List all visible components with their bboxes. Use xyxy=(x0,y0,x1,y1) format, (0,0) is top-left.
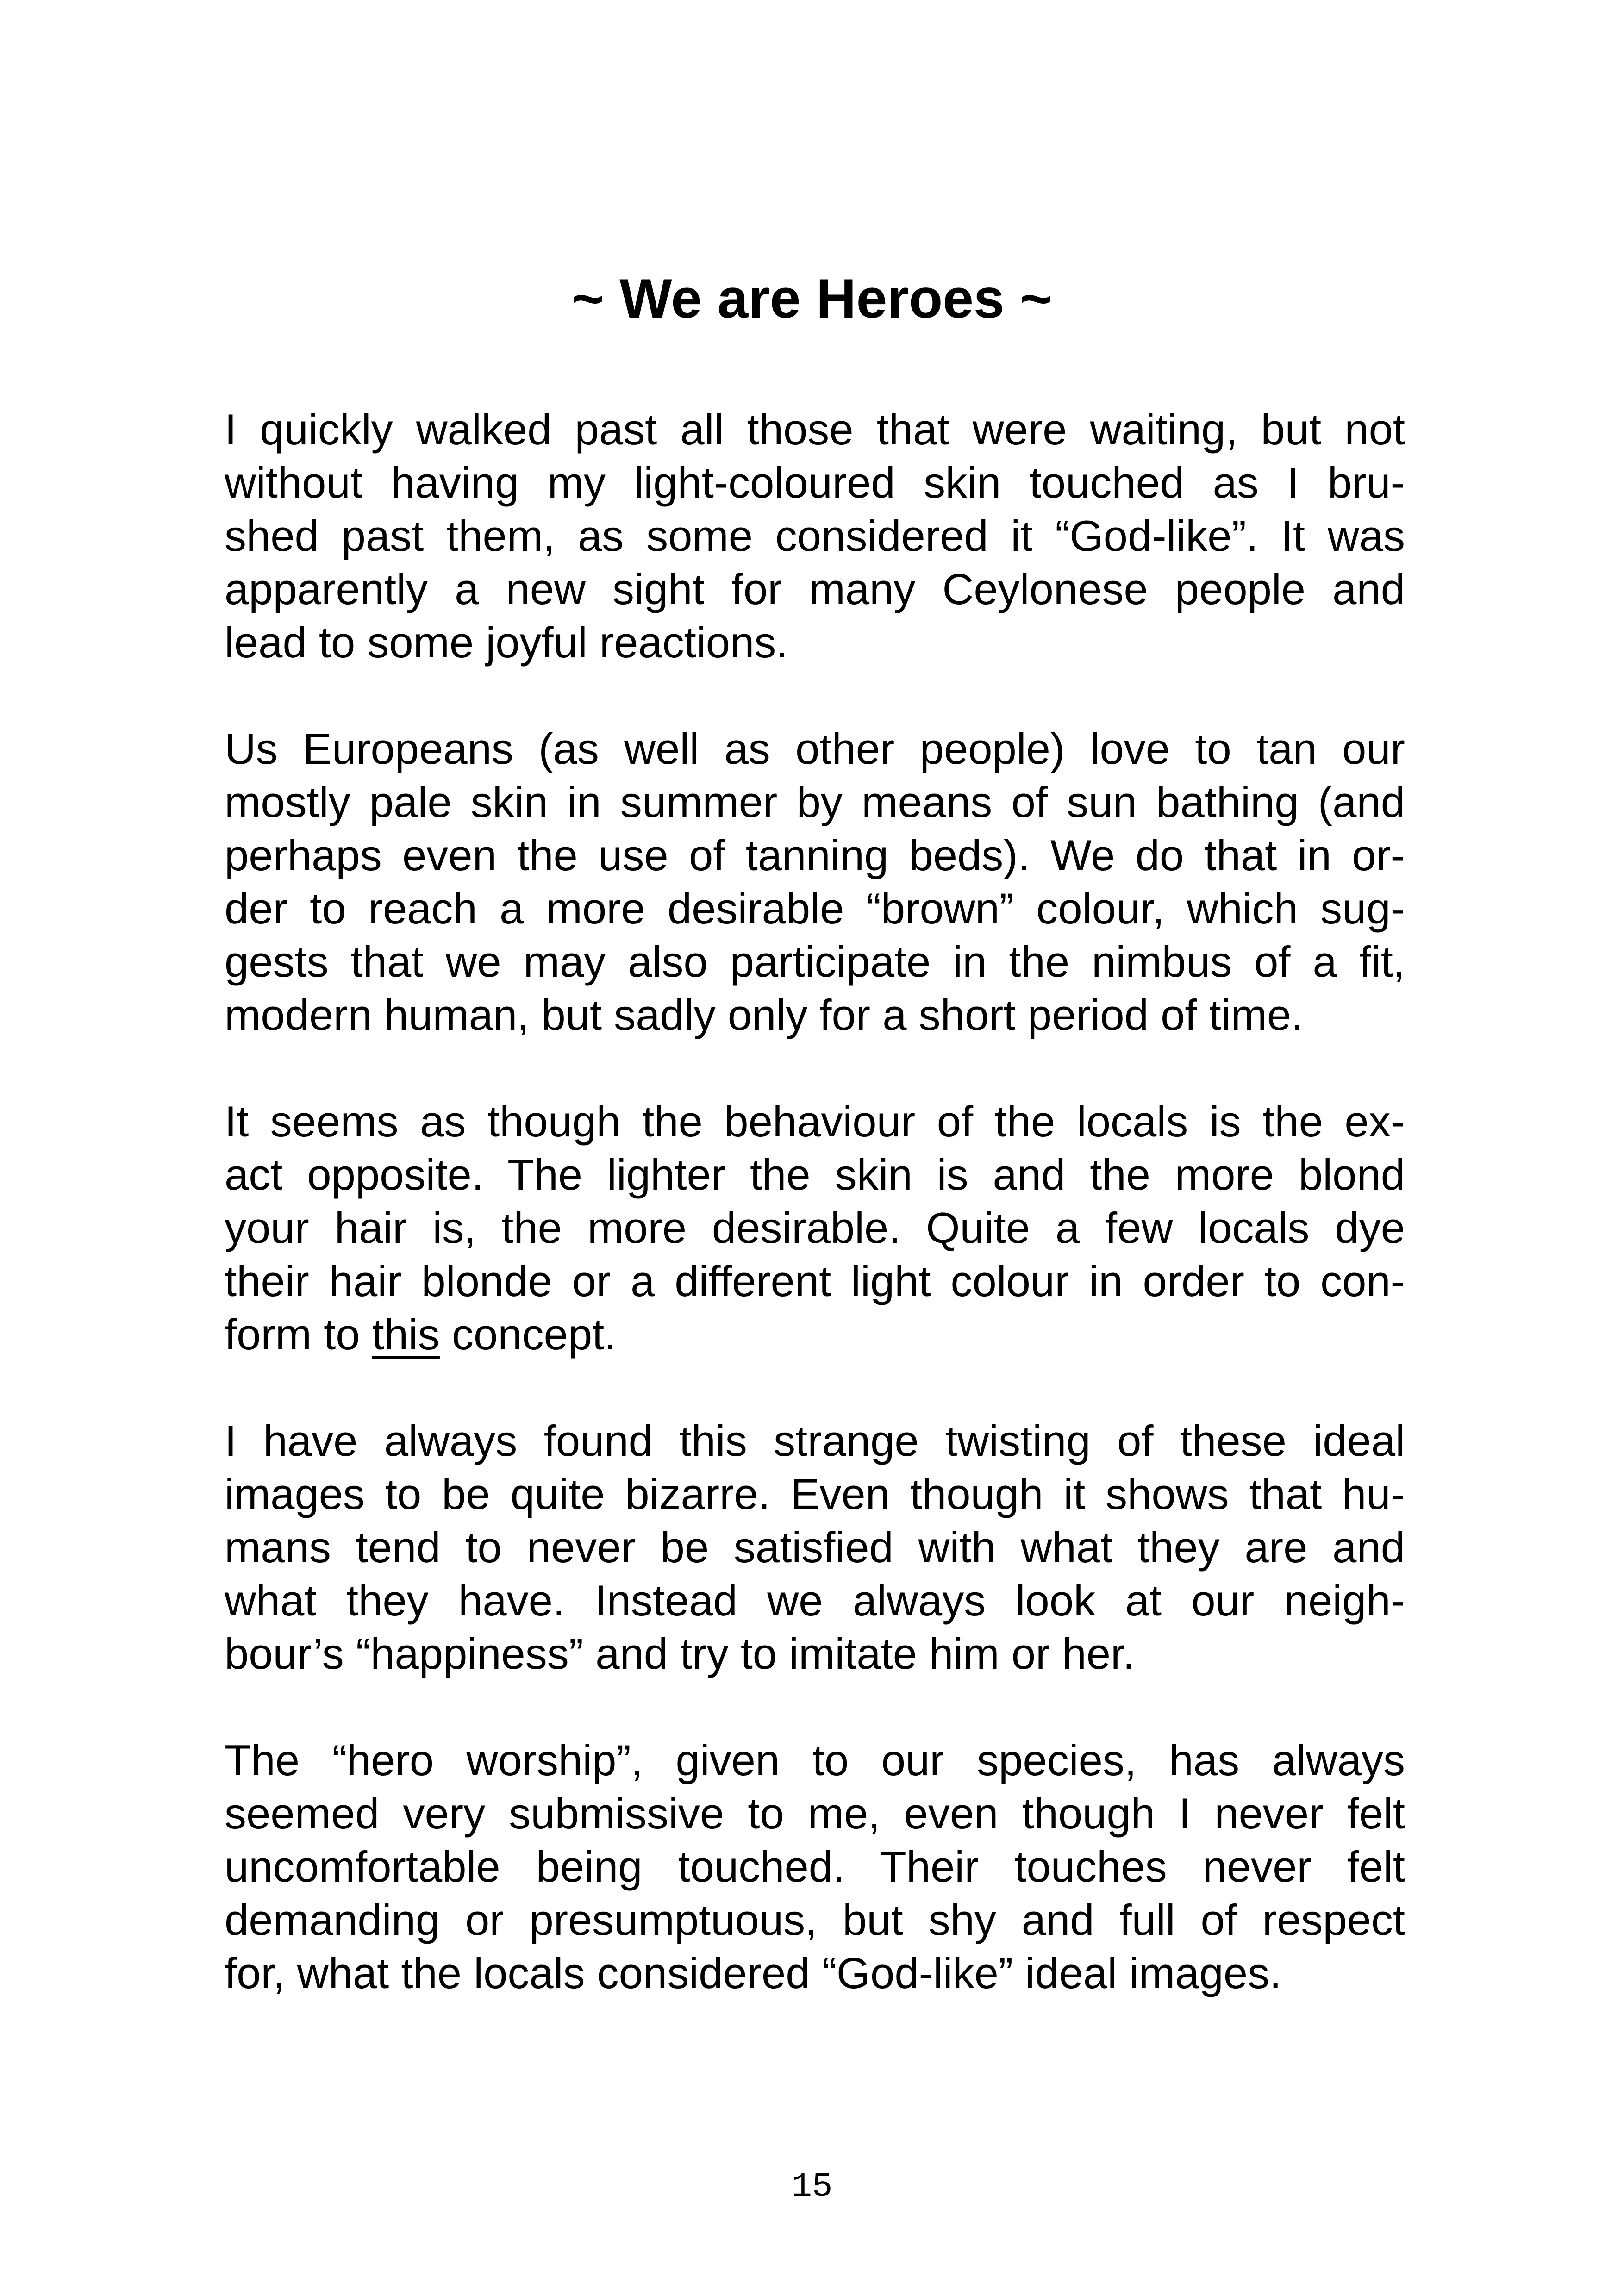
text-line: without having my light-coloured skin touched as I bru- xyxy=(225,458,1405,507)
text-line: gests that we may also participate in the nimbus of a fit, xyxy=(225,937,1405,986)
paragraph-2 xyxy=(225,722,1405,1041)
text-line xyxy=(225,1308,1405,1361)
text-line: seemed very submissive to me, even though I never felt xyxy=(225,1789,1405,1838)
chapter-title: ~ We are Heroes ~ xyxy=(571,268,1053,330)
text-line: apparently a new sight for many Ceylonese people and xyxy=(225,565,1405,613)
text-line: der to reach a more desirable “brown” colour, which sug- xyxy=(225,884,1405,933)
text-line: mostly pale skin in summer by means of sun bathing (and xyxy=(225,778,1405,826)
paragraph-1 xyxy=(225,403,1405,669)
paragraph-3 xyxy=(225,1095,1405,1361)
text-line: shed past them, as some considered it “God-like”. It was xyxy=(225,511,1405,560)
text-line: modern human, but sadly only for a short period of time. xyxy=(225,991,1304,1039)
text-line: demanding or presumptuous, but shy and full of respect xyxy=(225,1896,1405,1944)
text-fragment: form to xyxy=(225,1310,372,1359)
text-line: your hair is, the more desirable. Quite a few locals dye xyxy=(225,1204,1405,1252)
text-line: perhaps even the use of tanning beds). We do that in or- xyxy=(225,831,1405,879)
paragraph-4 xyxy=(225,1414,1405,1680)
underlined-word: this xyxy=(372,1310,440,1359)
text-line: The “hero worship”, given to our species, has always xyxy=(225,1736,1405,1784)
text-line: I have always found this strange twisting of these ideal xyxy=(225,1416,1405,1465)
text-line: bour’s “happiness” and try to imitate him or her. xyxy=(225,1629,1135,1678)
text-line: mans tend to never be satisfied with what they are and xyxy=(225,1523,1405,1572)
text-line: uncomfortable being touched. Their touches never felt xyxy=(225,1842,1405,1891)
text-line: I quickly walked past all those that were waiting, but not xyxy=(225,405,1405,454)
text-line: images to be quite bizarre. Even though it shows that hu- xyxy=(225,1470,1405,1518)
body-text xyxy=(225,403,1405,2053)
text-line: their hair blonde or a different light colour in order to con- xyxy=(225,1257,1405,1305)
text-fragment: concept. xyxy=(439,1310,617,1359)
text-line: lead to some joyful reactions. xyxy=(225,618,788,667)
text-line: Us Europeans (as well as other people) love to tan our xyxy=(225,724,1405,773)
paragraph-5 xyxy=(225,1734,1405,2000)
text-line: It seems as though the behaviour of the locals is the ex- xyxy=(225,1097,1405,1146)
text-line: what they have. Instead we always look at our neigh- xyxy=(225,1576,1405,1625)
text-line: act opposite. The lighter the skin is and the more blond xyxy=(225,1150,1405,1199)
page-number: 15 xyxy=(791,2168,833,2207)
text-line: for, what the locals considered “God-like” ideal images. xyxy=(225,1949,1282,1997)
